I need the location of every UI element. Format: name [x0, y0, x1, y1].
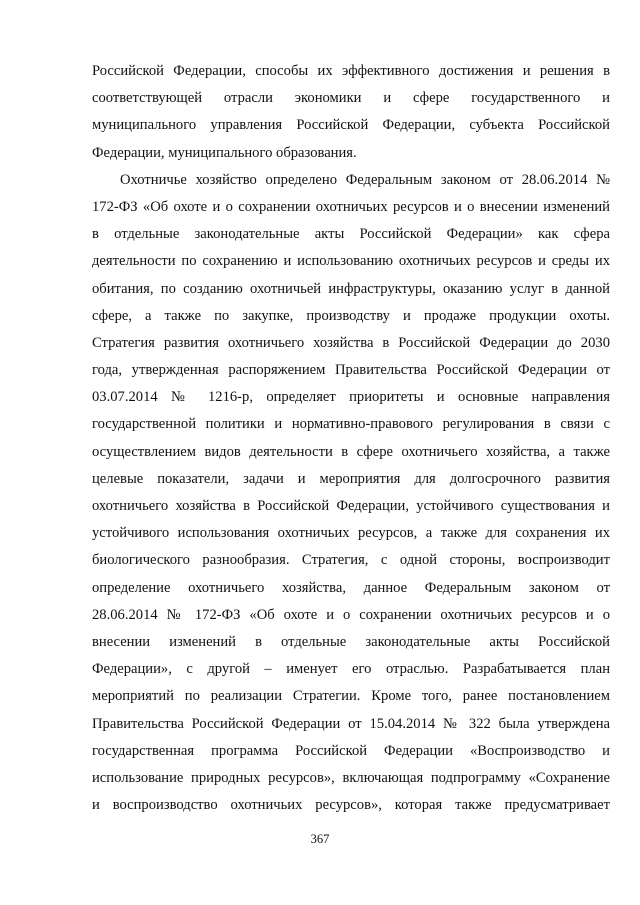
text-line: Федерации, муниципального образования. — [92, 144, 357, 161]
text-line: использование природных ресурсов», включающая подпрограмму «Сохранение — [92, 769, 610, 786]
text-line: мероприятий по реализации Стратегии. Кроме того, ранее постановлением — [92, 688, 610, 705]
text-line: Стратегия развития охотничьего хозяйства в Российской Федерации до 2030 — [92, 334, 610, 351]
text-line: охотничьего хозяйства в Российской Федерации, устойчивого существования и — [92, 498, 610, 514]
text-line: и воспроизводство охотничьих ресурсов», которая также предусматривает — [92, 797, 610, 814]
page-number: 367 — [310, 832, 330, 846]
text-line: государственной политики и нормативно-правового регулирования в связи с — [92, 416, 610, 433]
text-line: года, утвержденная распоряжением Правительства Российской Федерации от — [92, 362, 610, 379]
text-line: Федерации», с другой – именует его отраслью. Разрабатывается план — [92, 661, 610, 678]
text-line: 03.07.2014 № 1216-р, определяет приоритеты и основные направления — [92, 389, 610, 406]
text-line: осуществлением видов деятельности в сфере охотничьего хозяйства, а также — [92, 443, 610, 460]
text-line: деятельности по сохранению и использованию охотничьих ресурсов и среды их — [92, 253, 610, 270]
text-line: соответствующей отрасли экономики и сфере государственного и — [92, 90, 610, 107]
text-line: внесении изменений в отдельные законодательные акты Российской — [92, 633, 610, 650]
text-line: Охотничье хозяйство определено Федеральным законом от 28.06.2014 № — [120, 171, 610, 188]
text-line: Российской Федерации, способы их эффективного достижения и решения в — [92, 63, 610, 79]
text-line: обитания, по созданию охотничьей инфраструктуры, оказанию услуг в данной — [92, 280, 610, 297]
text-line: Правительства Российской Федерации от 15.04.2014 № 322 была утверждена — [92, 715, 610, 732]
text-line: биологического разнообразия. Стратегия, с одной стороны, воспроизводит — [92, 552, 610, 569]
text-line: 28.06.2014 № 172-ФЗ «Об охоте и о сохранении охотничьих ресурсов и о — [92, 606, 610, 623]
text-line: 172-ФЗ «Об охоте и о сохранении охотничьих ресурсов и о внесении изменений — [92, 198, 610, 215]
text-line: сфере, а также по закупке, производству и продаже продукции охоты. — [92, 307, 610, 324]
text-line: в отдельные законодательные акты Российской Федерации» как сфера — [92, 226, 610, 243]
body-text — [92, 58, 610, 819]
text-line: муниципального управления Российской Федерации, субъекта Российской — [92, 117, 610, 134]
text-line: государственная программа Российской Федерации «Воспроизводство и — [92, 742, 610, 759]
text-line: целевые показатели, задачи и мероприятия для долгосрочного развития — [92, 470, 610, 487]
text-line: устойчивого использования охотничьих ресурсов, а также для сохранения их — [92, 525, 610, 542]
text-line: определение охотничьего хозяйства, данное Федеральным законом от — [92, 579, 610, 596]
